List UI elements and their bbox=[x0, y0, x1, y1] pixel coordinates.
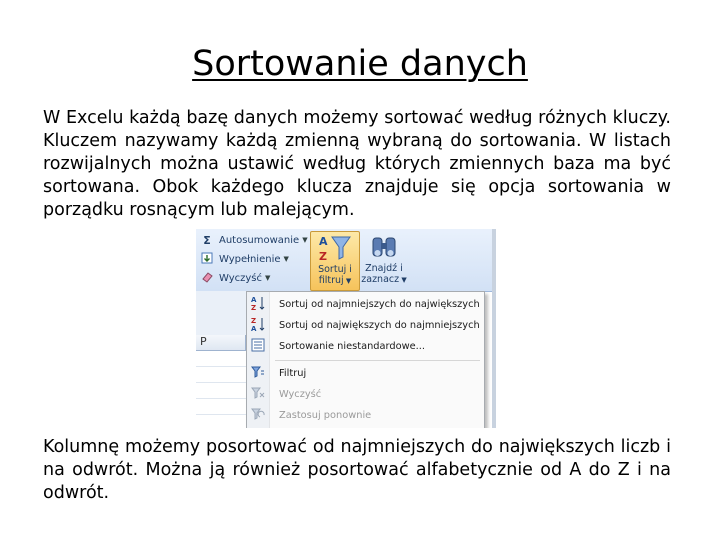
menu-item-reapply[interactable] bbox=[247, 405, 484, 425]
slide-title: Sortowanie danych bbox=[192, 44, 528, 84]
vertical-scrollbar[interactable] bbox=[492, 229, 496, 428]
menu-item-filter[interactable] bbox=[247, 363, 484, 383]
menu-item-label: Sortowanie niestandardowe... bbox=[279, 340, 425, 352]
sigma-icon: Σ bbox=[203, 233, 211, 247]
menu-item-label: Zastosuj ponownie bbox=[279, 409, 372, 421]
filter-icon bbox=[247, 366, 269, 381]
menu-item-custom-sort[interactable] bbox=[247, 336, 484, 356]
find-select-button[interactable] bbox=[360, 231, 408, 289]
custom-sort-icon bbox=[247, 338, 269, 355]
eraser-icon bbox=[200, 271, 214, 286]
autosum-label: Autosumowanie bbox=[219, 234, 300, 246]
sort-ascending-icon bbox=[247, 295, 269, 314]
svg-text:A: A bbox=[251, 295, 257, 304]
sort-descending-icon bbox=[247, 316, 269, 335]
chevron-down-icon: ▼ bbox=[265, 274, 271, 282]
svg-text:Z: Z bbox=[319, 250, 327, 263]
menu-item-sort-descending[interactable] bbox=[247, 315, 484, 335]
closing-paragraph: Kolumnę możemy posortować od najmniejszych do największych liczb i na odwrót. Można ją również posortować alfabetycznie od A do Z i na odwrót. bbox=[43, 437, 671, 503]
sheet-area bbox=[196, 291, 246, 336]
menu-item-label: Sortuj od najmniejszych do największych bbox=[279, 298, 480, 310]
svg-text:Z: Z bbox=[251, 303, 257, 311]
menu-item-label: Sortuj od największych do najmniejszych bbox=[279, 319, 480, 331]
sort-az-funnel-icon bbox=[311, 232, 359, 264]
clear-label: Wyczyść bbox=[219, 272, 263, 284]
chevron-down-icon: ▼ bbox=[283, 255, 289, 263]
svg-text:A: A bbox=[319, 235, 328, 248]
menu-separator bbox=[275, 360, 480, 361]
sort-filter-label-2: filtruj ▼ bbox=[318, 275, 352, 286]
svg-text:Z: Z bbox=[251, 316, 257, 325]
fill-label: Wypełnienie bbox=[219, 253, 281, 265]
menu-item-label: Filtruj bbox=[279, 367, 307, 379]
clear-filter-icon bbox=[247, 387, 269, 402]
fill-button[interactable] bbox=[200, 251, 289, 267]
menu-item-clear[interactable] bbox=[247, 384, 484, 404]
reapply-filter-icon bbox=[247, 408, 269, 423]
intro-paragraph: W Excelu każdą bazę danych możemy sortować według różnych kluczy. Kluczem nazywamy każdą zmienną wybraną do sortowania. W listach rozwijalnych można ustawić według których zmiennych baza ma być sortowana. Obok każdego klucza znajduje się opcja sortowania w porządku rosnącym lub malejącym. bbox=[43, 108, 671, 220]
clear-button[interactable] bbox=[200, 270, 270, 286]
find-select-label-1: Znajdź i bbox=[365, 263, 403, 274]
sort-filter-button[interactable] bbox=[310, 231, 360, 291]
excel-screenshot bbox=[196, 229, 496, 428]
ribbon-editing-group bbox=[196, 229, 496, 292]
column-header[interactable]: P bbox=[196, 335, 246, 351]
autosum-button[interactable] bbox=[200, 232, 308, 248]
sort-filter-label-1: Sortuj i bbox=[318, 264, 352, 275]
cell-grid[interactable] bbox=[196, 351, 247, 428]
sort-filter-dropdown-menu bbox=[246, 291, 485, 428]
find-select-label-2: zaznacz ▼ bbox=[361, 274, 407, 285]
binoculars-icon bbox=[360, 231, 408, 263]
menu-item-sort-ascending[interactable] bbox=[247, 294, 484, 314]
fill-down-icon bbox=[200, 252, 214, 267]
chevron-down-icon: ▼ bbox=[302, 236, 308, 244]
svg-text:A: A bbox=[251, 324, 257, 332]
menu-item-label: Wyczyść bbox=[279, 388, 322, 400]
